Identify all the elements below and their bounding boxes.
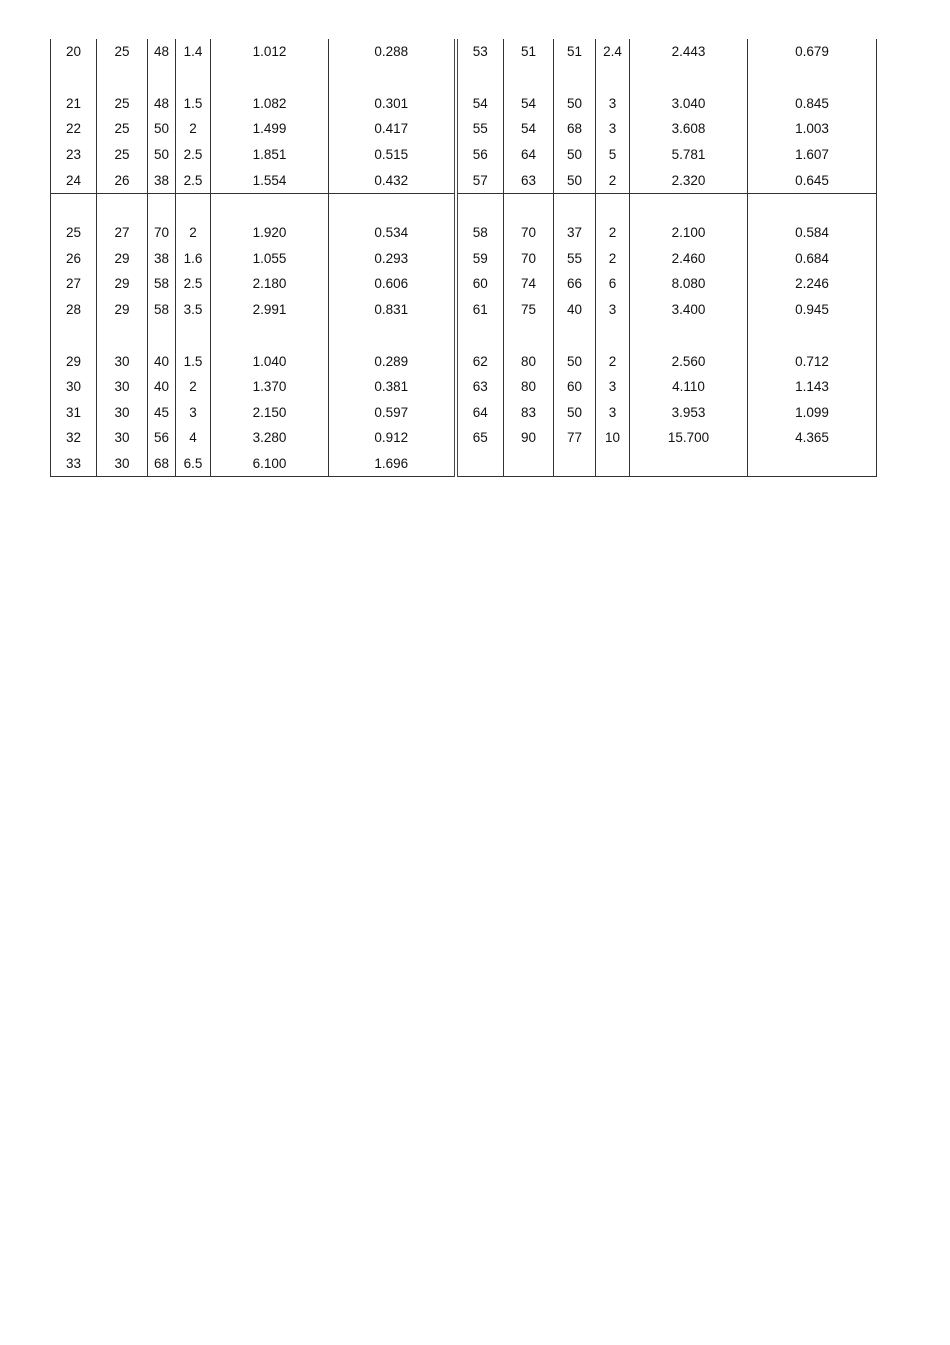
table-cell: 22 xyxy=(51,116,97,142)
table-cell: 30 xyxy=(51,374,97,400)
table-cell: 0.584 xyxy=(748,220,877,246)
table-cell: 33 xyxy=(51,451,97,477)
table-cell xyxy=(554,451,596,477)
table-cell xyxy=(456,322,504,348)
table-cell xyxy=(148,193,176,220)
table-cell: 56 xyxy=(148,425,176,451)
table-cell: 2.180 xyxy=(211,271,329,297)
table-cell: 2.5 xyxy=(176,167,211,193)
table-cell: 4.110 xyxy=(630,374,748,400)
table-cell xyxy=(97,322,148,348)
table-cell: 3.280 xyxy=(211,425,329,451)
table-cell xyxy=(630,451,748,477)
table-cell: 66 xyxy=(554,271,596,297)
table-cell: 1.003 xyxy=(748,116,877,142)
table-cell: 1.099 xyxy=(748,400,877,426)
table-cell xyxy=(596,193,630,220)
table-cell: 48 xyxy=(148,91,176,117)
table-cell: 3 xyxy=(176,400,211,426)
table-cell: 1.040 xyxy=(211,348,329,374)
table-cell: 3 xyxy=(596,297,630,323)
table-cell: 70 xyxy=(504,246,554,272)
table-cell: 68 xyxy=(148,451,176,477)
spacer-row xyxy=(51,193,877,220)
table-cell xyxy=(148,322,176,348)
table-row xyxy=(51,451,877,477)
table-cell: 57 xyxy=(456,167,504,193)
table-cell: 30 xyxy=(97,348,148,374)
table-cell: 56 xyxy=(456,142,504,168)
table-cell: 0.606 xyxy=(329,271,456,297)
table-cell: 5.781 xyxy=(630,142,748,168)
table-row xyxy=(51,116,877,142)
table-cell: 2.5 xyxy=(176,142,211,168)
table-cell: 51 xyxy=(554,39,596,65)
table-cell: 15.700 xyxy=(630,425,748,451)
table-cell: 1.055 xyxy=(211,246,329,272)
table-cell: 45 xyxy=(148,400,176,426)
table-cell: 1.554 xyxy=(211,167,329,193)
table-cell: 5 xyxy=(596,142,630,168)
table-cell xyxy=(176,65,211,91)
table-cell: 74 xyxy=(504,271,554,297)
spacer-row xyxy=(51,65,877,91)
table-cell: 48 xyxy=(148,39,176,65)
table-cell: 0.845 xyxy=(748,91,877,117)
table-cell: 2.320 xyxy=(630,167,748,193)
table-cell: 60 xyxy=(554,374,596,400)
table-row xyxy=(51,374,877,400)
table-cell xyxy=(554,65,596,91)
table-cell: 64 xyxy=(456,400,504,426)
table-cell: 2 xyxy=(596,167,630,193)
table-row xyxy=(51,400,877,426)
table-cell: 65 xyxy=(456,425,504,451)
table-cell: 63 xyxy=(504,167,554,193)
table-cell xyxy=(97,65,148,91)
table-cell xyxy=(51,193,97,220)
table-cell: 26 xyxy=(97,167,148,193)
table-cell: 21 xyxy=(51,91,97,117)
table-cell xyxy=(51,322,97,348)
table-cell: 2.100 xyxy=(630,220,748,246)
table-cell: 62 xyxy=(456,348,504,374)
table-cell: 1.920 xyxy=(211,220,329,246)
table-cell: 40 xyxy=(148,374,176,400)
table-cell: 55 xyxy=(554,246,596,272)
table-cell: 38 xyxy=(148,167,176,193)
table-cell: 64 xyxy=(504,142,554,168)
table-cell: 6.5 xyxy=(176,451,211,477)
table-row xyxy=(51,348,877,374)
table-cell: 50 xyxy=(554,348,596,374)
table-cell: 30 xyxy=(97,374,148,400)
table-cell: 3.040 xyxy=(630,91,748,117)
table-cell: 1.143 xyxy=(748,374,877,400)
table-cell xyxy=(554,322,596,348)
table-cell xyxy=(211,65,329,91)
table-cell: 90 xyxy=(504,425,554,451)
table-cell xyxy=(97,193,148,220)
table-cell: 30 xyxy=(97,451,148,477)
table-cell: 53 xyxy=(456,39,504,65)
table-cell: 1.370 xyxy=(211,374,329,400)
table-cell: 10 xyxy=(596,425,630,451)
table-cell: 83 xyxy=(504,400,554,426)
table-row xyxy=(51,91,877,117)
table-cell: 3.400 xyxy=(630,297,748,323)
table-cell: 54 xyxy=(456,91,504,117)
table-row xyxy=(51,425,877,451)
table-cell xyxy=(148,65,176,91)
table-cell xyxy=(211,322,329,348)
table-cell: 2.443 xyxy=(630,39,748,65)
table-cell xyxy=(456,65,504,91)
table-cell xyxy=(504,451,554,477)
table-cell xyxy=(176,193,211,220)
table-row xyxy=(51,142,877,168)
table-cell xyxy=(329,322,456,348)
table-cell: 50 xyxy=(148,116,176,142)
table-row xyxy=(51,271,877,297)
table-cell: 58 xyxy=(148,297,176,323)
table-cell: 0.381 xyxy=(329,374,456,400)
table-cell: 1.012 xyxy=(211,39,329,65)
table-cell: 4.365 xyxy=(748,425,877,451)
table-cell: 0.289 xyxy=(329,348,456,374)
table-cell: 77 xyxy=(554,425,596,451)
table-cell xyxy=(630,322,748,348)
table-cell: 30 xyxy=(97,400,148,426)
table-cell: 61 xyxy=(456,297,504,323)
table-cell: 59 xyxy=(456,246,504,272)
table-cell: 1.6 xyxy=(176,246,211,272)
table-cell: 54 xyxy=(504,116,554,142)
table-cell xyxy=(630,193,748,220)
table-cell: 1.696 xyxy=(329,451,456,477)
table-row xyxy=(51,297,877,323)
table-cell: 32 xyxy=(51,425,97,451)
table-cell: 0.301 xyxy=(329,91,456,117)
table-cell xyxy=(456,193,504,220)
table-cell xyxy=(748,451,877,477)
table-cell: 27 xyxy=(51,271,97,297)
table-cell: 1.607 xyxy=(748,142,877,168)
table-cell: 1.851 xyxy=(211,142,329,168)
table-cell xyxy=(596,65,630,91)
table-cell: 70 xyxy=(504,220,554,246)
table-cell: 70 xyxy=(148,220,176,246)
table-cell: 24 xyxy=(51,167,97,193)
table-cell: 58 xyxy=(456,220,504,246)
table-cell xyxy=(211,193,329,220)
table-cell: 2 xyxy=(596,246,630,272)
table-cell: 6 xyxy=(596,271,630,297)
table-cell: 29 xyxy=(51,348,97,374)
table-cell: 68 xyxy=(554,116,596,142)
table-cell: 58 xyxy=(148,271,176,297)
table-cell: 50 xyxy=(554,400,596,426)
table-cell xyxy=(630,65,748,91)
table-cell: 2.4 xyxy=(596,39,630,65)
table-cell: 3.608 xyxy=(630,116,748,142)
table-row xyxy=(51,39,877,65)
table-cell: 63 xyxy=(456,374,504,400)
table-cell: 0.684 xyxy=(748,246,877,272)
table-cell xyxy=(329,65,456,91)
table-cell: 54 xyxy=(504,91,554,117)
table-cell xyxy=(504,322,554,348)
table-row xyxy=(51,167,877,193)
table-cell: 28 xyxy=(51,297,97,323)
table-cell: 0.831 xyxy=(329,297,456,323)
table-cell: 26 xyxy=(51,246,97,272)
table-cell xyxy=(456,451,504,477)
table-body xyxy=(51,39,877,477)
table-cell: 3.5 xyxy=(176,297,211,323)
table-row xyxy=(51,246,877,272)
table-cell: 0.912 xyxy=(329,425,456,451)
table-cell: 20 xyxy=(51,39,97,65)
table-cell xyxy=(748,193,877,220)
table-cell: 27 xyxy=(97,220,148,246)
table-cell: 55 xyxy=(456,116,504,142)
table-cell: 2.5 xyxy=(176,271,211,297)
table-cell xyxy=(176,322,211,348)
table-cell: 25 xyxy=(97,39,148,65)
table-cell: 40 xyxy=(148,348,176,374)
spacer-row xyxy=(51,322,877,348)
table-cell xyxy=(504,193,554,220)
table-cell: 2 xyxy=(176,374,211,400)
table-cell xyxy=(329,193,456,220)
table-cell: 50 xyxy=(554,142,596,168)
table-cell: 1.499 xyxy=(211,116,329,142)
table-cell xyxy=(554,193,596,220)
table-cell: 25 xyxy=(51,220,97,246)
table-cell: 6.100 xyxy=(211,451,329,477)
table-cell: 0.432 xyxy=(329,167,456,193)
table-cell: 1.5 xyxy=(176,348,211,374)
data-table xyxy=(50,39,877,477)
table-cell xyxy=(596,451,630,477)
table-cell: 3 xyxy=(596,374,630,400)
table-cell: 37 xyxy=(554,220,596,246)
table-cell xyxy=(51,65,97,91)
table-cell: 2 xyxy=(596,220,630,246)
table-cell: 0.679 xyxy=(748,39,877,65)
table-cell: 29 xyxy=(97,297,148,323)
table-cell: 3 xyxy=(596,91,630,117)
table-cell: 80 xyxy=(504,348,554,374)
table-cell: 40 xyxy=(554,297,596,323)
table-cell: 2.246 xyxy=(748,271,877,297)
table-cell: 4 xyxy=(176,425,211,451)
table-cell: 51 xyxy=(504,39,554,65)
table-cell xyxy=(596,322,630,348)
table-cell: 2.560 xyxy=(630,348,748,374)
table-cell xyxy=(748,322,877,348)
table-row xyxy=(51,220,877,246)
table-cell: 23 xyxy=(51,142,97,168)
table-cell: 1.082 xyxy=(211,91,329,117)
table-cell: 8.080 xyxy=(630,271,748,297)
table-cell: 30 xyxy=(97,425,148,451)
table-cell: 0.515 xyxy=(329,142,456,168)
table-cell: 0.597 xyxy=(329,400,456,426)
table-cell: 25 xyxy=(97,142,148,168)
table-cell: 0.293 xyxy=(329,246,456,272)
table-cell: 50 xyxy=(554,167,596,193)
table-cell: 2 xyxy=(176,116,211,142)
table-cell: 75 xyxy=(504,297,554,323)
table-cell: 25 xyxy=(97,91,148,117)
table-cell: 2.150 xyxy=(211,400,329,426)
table-cell: 2 xyxy=(596,348,630,374)
table-cell: 1.4 xyxy=(176,39,211,65)
table-cell: 38 xyxy=(148,246,176,272)
table-cell: 29 xyxy=(97,271,148,297)
table-cell: 1.5 xyxy=(176,91,211,117)
table-cell: 2 xyxy=(176,220,211,246)
table-cell: 0.288 xyxy=(329,39,456,65)
table-cell: 50 xyxy=(554,91,596,117)
table-cell: 2.991 xyxy=(211,297,329,323)
table-cell: 0.534 xyxy=(329,220,456,246)
table-cell xyxy=(504,65,554,91)
table-cell: 0.417 xyxy=(329,116,456,142)
table-cell xyxy=(748,65,877,91)
table-cell: 0.712 xyxy=(748,348,877,374)
table-cell: 3.953 xyxy=(630,400,748,426)
table-cell: 0.945 xyxy=(748,297,877,323)
table-cell: 2.460 xyxy=(630,246,748,272)
table-cell: 50 xyxy=(148,142,176,168)
table-cell: 25 xyxy=(97,116,148,142)
table-cell: 60 xyxy=(456,271,504,297)
table-cell: 3 xyxy=(596,116,630,142)
table-cell: 3 xyxy=(596,400,630,426)
table-cell: 0.645 xyxy=(748,167,877,193)
table-cell: 80 xyxy=(504,374,554,400)
table-cell: 29 xyxy=(97,246,148,272)
table-cell: 31 xyxy=(51,400,97,426)
